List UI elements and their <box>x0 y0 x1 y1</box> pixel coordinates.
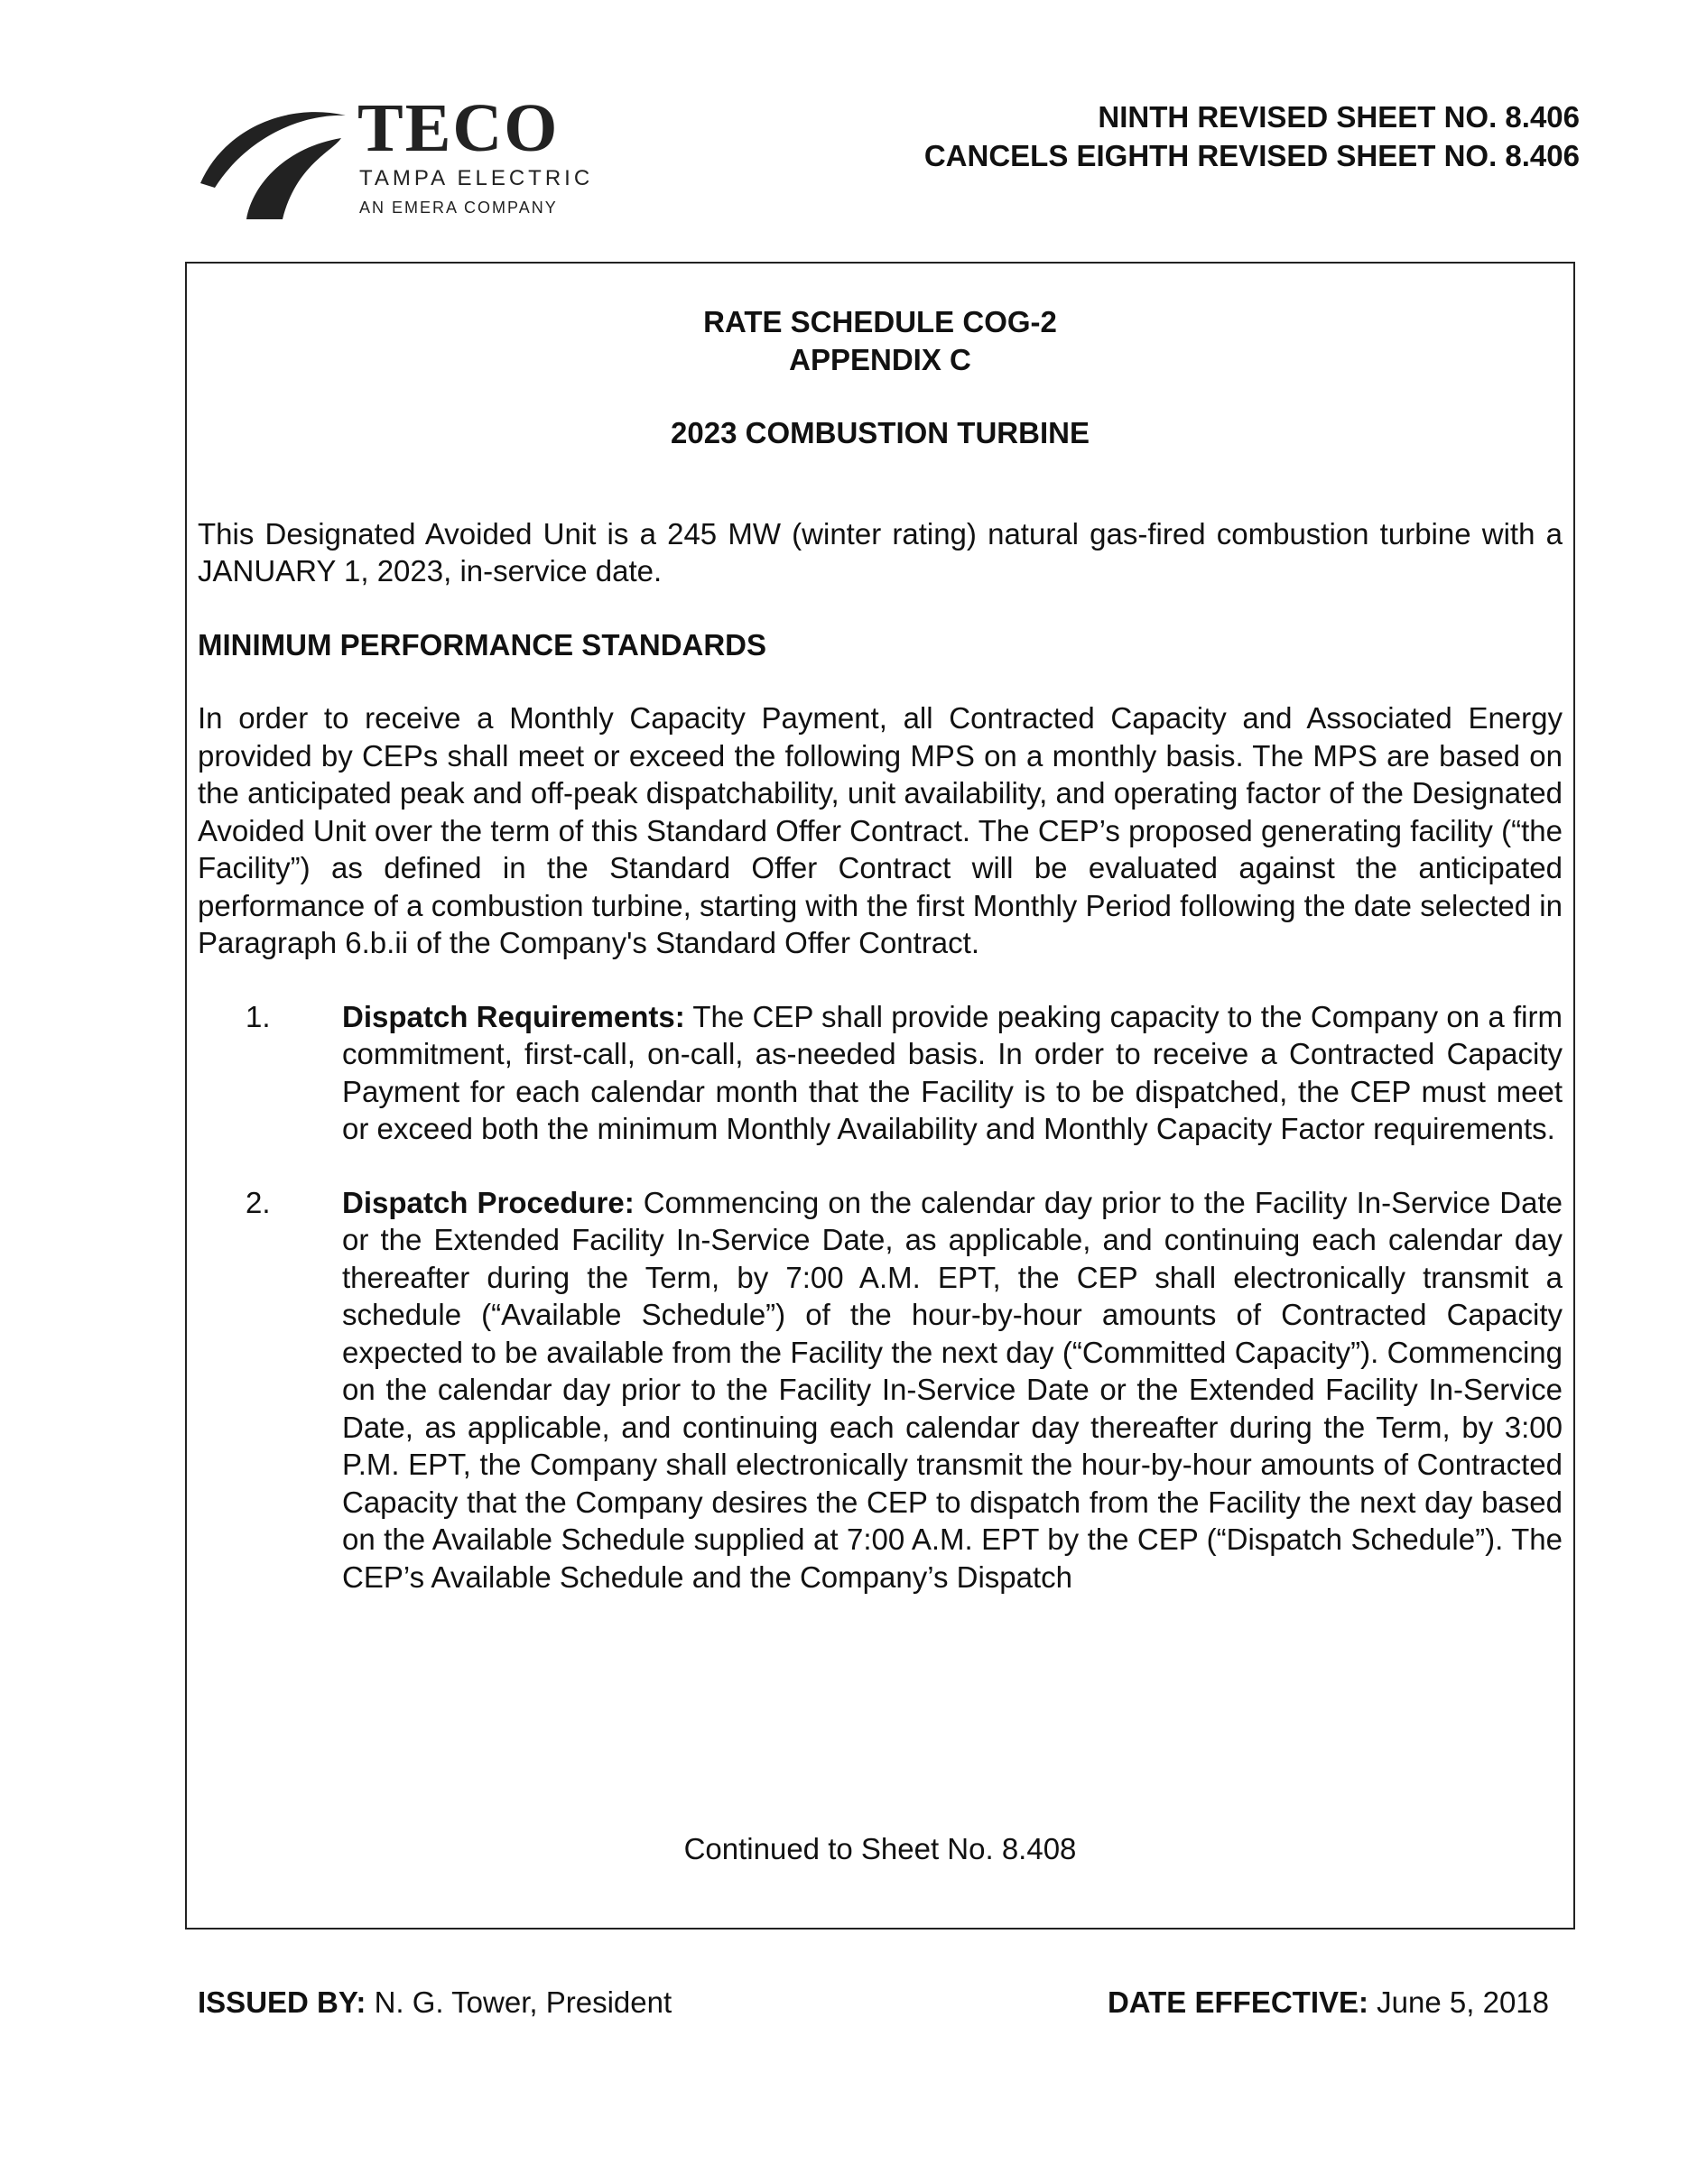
sheet-header <box>924 97 1580 175</box>
logo-subtitle: TAMPA ELECTRIC <box>359 166 594 190</box>
intro-paragraph: This Designated Avoided Unit is a 245 MW (winter rating) natural gas-fired combustion turbine with a JANUARY 1, 2023, in-service date. <box>198 516 1563 588</box>
list-item-number: 2. <box>246 1185 271 1219</box>
logo-brand-text: TECO <box>357 90 560 166</box>
sheet-number-line: NINTH REVISED SHEET NO. 8.406 <box>1098 100 1580 134</box>
date-effective <box>1108 1985 1549 2020</box>
teco-logo <box>197 90 666 224</box>
date-effective-value: June 5, 2018 <box>1368 1985 1549 2019</box>
list-item-text: Commencing on the calendar day prior to the Facility In-Service Date or the Extended Facility In-Service Date, as applicable, and continuing each calendar day thereafter during the Term, by 7:00 A.M. EPT, the CEP shall electronically transmit a schedule (“Available Schedule”) of the hour-by-hour amounts of Contracted Capacity expected to be available from the Facility the next day (“Committed Capacity”). Commencing on the calendar day prior to the Facility In-Service Date or the Extended Facility In-Service Date, as applicable, and continuing each calendar day thereafter during the Term, by 3:00 P.M. EPT, the Company shall electronically transmit the hour-by-hour amounts of Contracted Capacity that the Company desires the CEP to dispatch from the Facility the next day based on the Available Schedule supplied at 7:00 A.M. EPT by the CEP (“Dispatch Schedule”). The CEP’s Available Schedule and the Company’s Dispatch <box>342 1185 1563 1594</box>
issued-by-label: ISSUED BY: <box>198 1985 366 2019</box>
date-effective-label: DATE EFFECTIVE: <box>1107 1985 1368 2019</box>
list-item-text: The CEP shall provide peaking capacity to the Company on a firm commitment, first-call, on-call, as-needed basis. In order to receive a Contracted Capacity Payment for each calendar month that the Facility is to be dispatched, the CEP must meet or exceed both the minimum Monthly Availability and Monthly Capacity Factor requirements. <box>342 999 1563 1145</box>
document-appendix: APPENDIX C <box>789 342 971 376</box>
issued-by-value: N. G. Tower, President <box>366 1985 672 2019</box>
section-heading: MINIMUM PERFORMANCE STANDARDS <box>198 627 767 662</box>
list-item-title: Dispatch Procedure: <box>342 1185 635 1219</box>
document-subtitle: 2023 COMBUSTION TURBINE <box>671 416 1090 449</box>
logo-tagline: AN EMERA COMPANY <box>359 199 558 217</box>
document-body <box>198 303 1563 1596</box>
list-item <box>198 1184 1563 1596</box>
section-paragraph: In order to receive a Monthly Capacity Payment, all Contracted Capacity and Associated Energy provided by CEPs shall meet or exceed the following MPS on a monthly basis. The MPS are based on the anticipated peak and off-peak dispatchability, unit availability, and operating factor of the Designated Avoided Unit over the term of this Standard Offer Contract. The CEP’s proposed generating facility (“the Facility”) as defined in the Standard Offer Contract will be evaluated against the anticipated performance of a combustion turbine, starting with the first Monthly Period following the date selected in Paragraph 6.b.ii of the Company's Standard Offer Contract. <box>198 701 1563 959</box>
list-item-number: 1. <box>246 999 271 1033</box>
list-item-title: Dispatch Requirements: <box>342 999 685 1033</box>
issued-by <box>198 1985 672 2020</box>
sheet-cancels-line: CANCELS EIGHTH REVISED SHEET NO. 8.406 <box>923 139 1580 172</box>
continued-note: Continued to Sheet No. 8.408 <box>683 1832 1077 1865</box>
teco-swoosh-icon <box>197 97 350 224</box>
document-title: RATE SCHEDULE COG-2 <box>703 305 1057 338</box>
list-item <box>198 998 1563 1148</box>
